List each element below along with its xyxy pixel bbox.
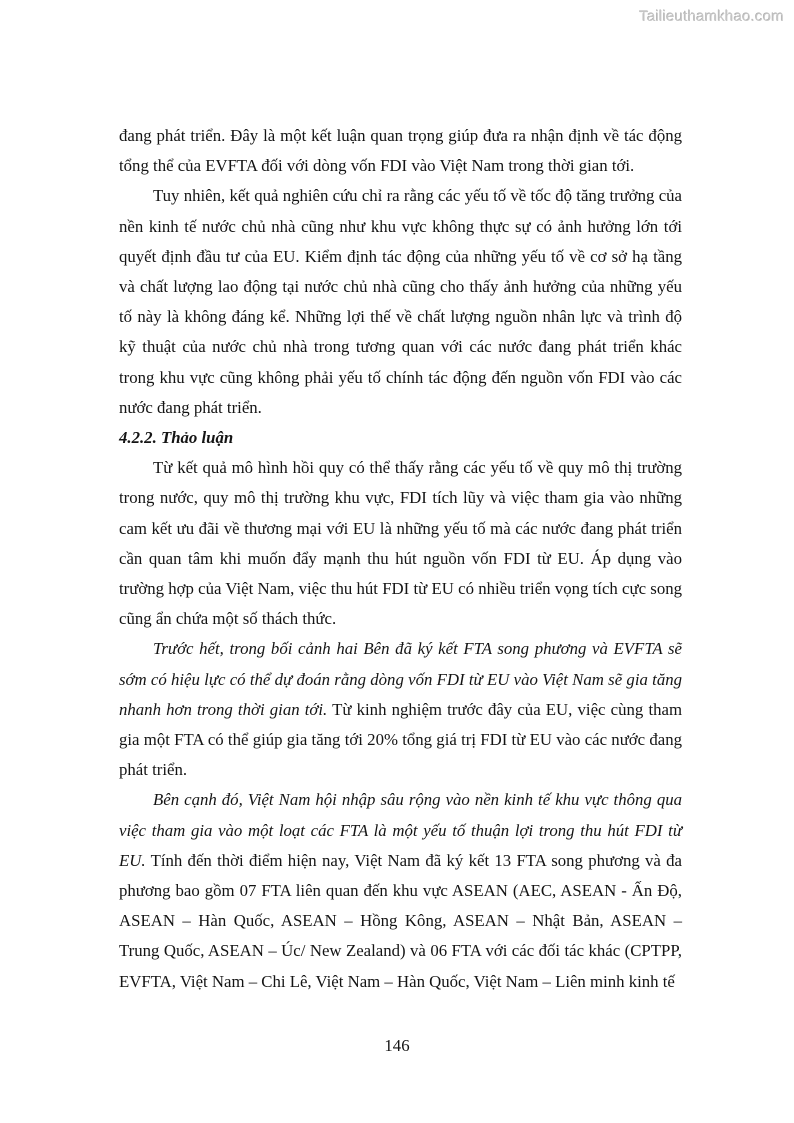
text-run: 4.2.2. Thảo luận [119, 428, 234, 448]
paragraph [119, 453, 682, 634]
text-run: Từ kinh nghiệm trước đây của EU, việc cùng tham gia một FTA có thể giúp gia tăng tới 20% tổng giá trị FDI từ EU vào các nước đang phát triển. [119, 699, 682, 780]
page-number: 146 [384, 1036, 410, 1055]
text-run: Từ kết quả mô hình hồi quy có thể thấy rằng các yếu tố về quy mô thị trường trong nước, quy mô thị trường khu vực, FDI tích lũy và việc tham gia vào những cam kết ưu đãi về thương mại với EU là những yếu tố mà các nước đang phát triển cần quan tâm khi muốn đẩy mạnh thu hút nguồn vốn FDI từ EU. Áp dụng vào trường hợp của Việt Nam, việc thu hút FDI từ EU có nhiều triển vọng tích cực song cũng ẩn chứa một số thách thức. [119, 458, 682, 629]
paragraph [119, 181, 682, 423]
text-run: Trước hết, trong bối cảnh hai Bên đã ký kết FTA song phương và EVFTA sẽ sớm có hiệu lực có thể dự đoán rằng dòng vốn FDI từ EU vào Việt Nam sẽ gia tăng nhanh hơn trong thời gian tới. [119, 639, 682, 719]
watermark: Tailieuthamkhao.com [639, 8, 784, 25]
text-run: Bên cạnh đó, Việt Nam hội nhập sâu rộng vào nền kinh tế khu vực thông qua việc tham gia vào một loạt các FTA là một yếu tố thuận lợi trong thu hút FDI từ EU. [119, 790, 682, 870]
section-heading [119, 423, 682, 453]
paragraph [119, 634, 682, 785]
text-run: đang phát triển. Đây là một kết luận quan trọng giúp đưa ra nhận định về tác động tổng thể của EVFTA đối với dòng vốn FDI vào Việt Nam trong thời gian tới. [119, 126, 682, 176]
text-run: Tính đến thời điểm hiện nay, Việt Nam đã ký kết 13 FTA song phương và đa phương bao gồm 07 FTA liên quan đến khu vực ASEAN (AEC, ASEAN - Ấn Độ, ASEAN – Hàn Quốc, ASEAN – Hồng Kông, ASEAN – Nhật Bản, ASEAN – Trung Quốc, ASEAN – Úc/ New Zealand) và 06 FTA với các đối tác khác (CPTPP, EVFTA, Việt Nam – Chi Lê, Việt Nam – Hàn Quốc, Việt Nam – Liên minh kinh tế [119, 850, 682, 991]
paragraph [119, 785, 682, 996]
paragraph [119, 121, 682, 181]
text-run: Tuy nhiên, kết quả nghiên cứu chỉ ra rằng các yếu tố về tốc độ tăng trưởng của nền kinh tế nước chủ nhà cũng như khu vực không thực sự có ảnh hưởng lớn tới quyết định đầu tư của EU. Kiểm định tác động của những yếu tố về cơ sở hạ tầng và chất lượng lao động tại nước chủ nhà cũng cho thấy ảnh hưởng của những yếu tố này là không đáng kể. Những lợi thế về chất lượng nguồn nhân lực và trình độ kỹ thuật của nước chủ nhà trong tương quan với các nước đang phát triển khác trong khu vực cũng không phải yếu tố chính tác động đến nguồn vốn FDI vào các nước đang phát triển. [119, 186, 682, 417]
document-body [119, 121, 682, 997]
